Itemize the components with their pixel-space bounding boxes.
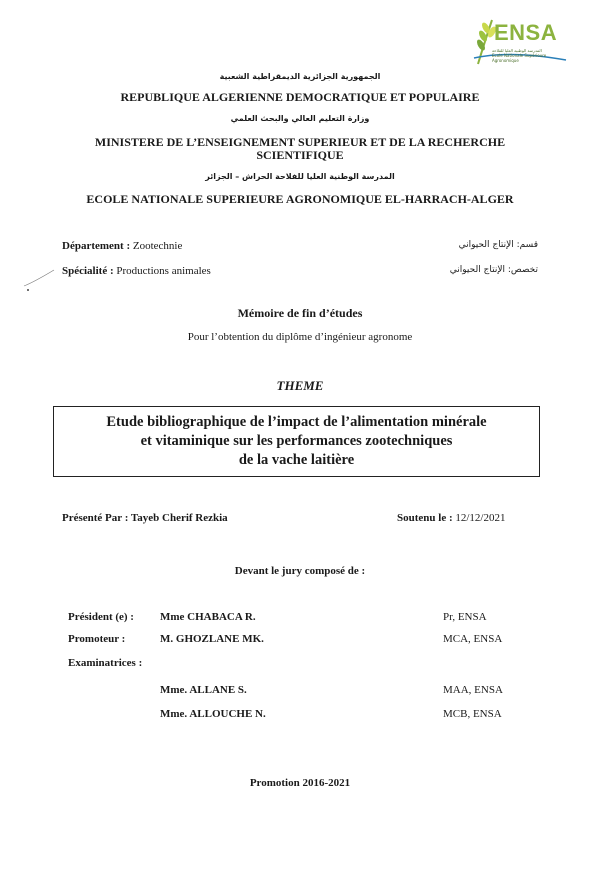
president-grade: Pr, ENSA (443, 611, 487, 623)
school-fr: ECOLE NATIONALE SUPERIEURE AGRONOMIQUE EL-HARRACH-ALGER (86, 192, 514, 206)
examiner1-grade: MAA, ENSA (443, 684, 503, 696)
speciality-ar: تخصص: الإنتاج الحيواني (449, 265, 538, 275)
department-ar: قسم: الإنتاج الحيواني (458, 240, 538, 250)
defended-date: 12/12/2021 (455, 512, 506, 524)
logo-name: ENSA (494, 20, 558, 45)
examiners-role: Examinatrices : (68, 657, 143, 669)
president-name: Mme CHABACA R. (160, 611, 256, 623)
memoire-subtitle: Pour l’obtention du diplôme d’ingénieur agronome (187, 331, 413, 343)
theme-line2: et vitaminique sur les performances zootechniques (140, 433, 453, 449)
promoter-grade: MCA, ENSA (443, 633, 503, 645)
promoter-name: M. GHOZLANE MK. (160, 633, 264, 645)
ministry-fr-line2: SCIENTIFIQUE (256, 148, 344, 162)
promoter-role: Promoteur : (68, 633, 126, 645)
theme-line3: de la vache laitière (238, 452, 355, 468)
speciality-label: Spécialité : (62, 265, 114, 277)
theme-label: THEME (276, 378, 324, 393)
president-role: Président (e) : (68, 611, 134, 623)
defended-label: Soutenu le : (397, 512, 453, 524)
theme-line1: Etude bibliographique de l’impact de l’alimentation minérale (106, 414, 487, 430)
pen-mark (20, 262, 60, 292)
promotion: Promotion 2016-2021 (249, 777, 351, 789)
department-label: Département : (62, 240, 131, 252)
republic-fr: REPUBLIQUE ALGERIENNE DEMOCRATIQUE ET POPULAIRE (120, 90, 480, 104)
republic-ar: الجمهورية الجزائرية الديمقراطية الشعبية (219, 72, 381, 81)
speciality-value: Productions animales (116, 265, 211, 277)
school-ar: المدرسة الوطنية العليا للفلاحة الحراش – الجزائر (205, 172, 395, 181)
ministry-fr-line1: MINISTERE DE L’ENSEIGNEMENT SUPERIEUR ET DE LA RECHERCHE (94, 135, 506, 149)
presented-by: Présenté Par : Tayeb Cherif Rezkia (62, 512, 228, 524)
examiner1-name: Mme. ALLANE S. (160, 684, 247, 696)
memoire-title: Mémoire de fin d’études (237, 306, 363, 320)
department-value: Zootechnie (132, 240, 183, 252)
logo-subtitle (492, 48, 568, 63)
ministry-fr (0, 136, 600, 162)
department-field (62, 240, 182, 252)
defended-on (397, 512, 506, 524)
jury-heading: Devant le jury composé de : (234, 565, 366, 577)
examiner2-grade: MCB, ENSA (443, 708, 502, 720)
examiner2-name: Mme. ALLOUCHE N. (160, 708, 266, 720)
logo-subtitle-ar: المدرسة الوطنية العليا للفلاحة (492, 48, 542, 53)
ensa-logo (470, 14, 570, 70)
speciality-field (62, 265, 211, 277)
logo-subtitle-fr: Ecole Nationale Supérieure Agronomique (492, 53, 547, 63)
ministry-ar: وزارة التعليم العالي والبحث العلمي (230, 114, 370, 123)
theme-box (53, 406, 540, 477)
